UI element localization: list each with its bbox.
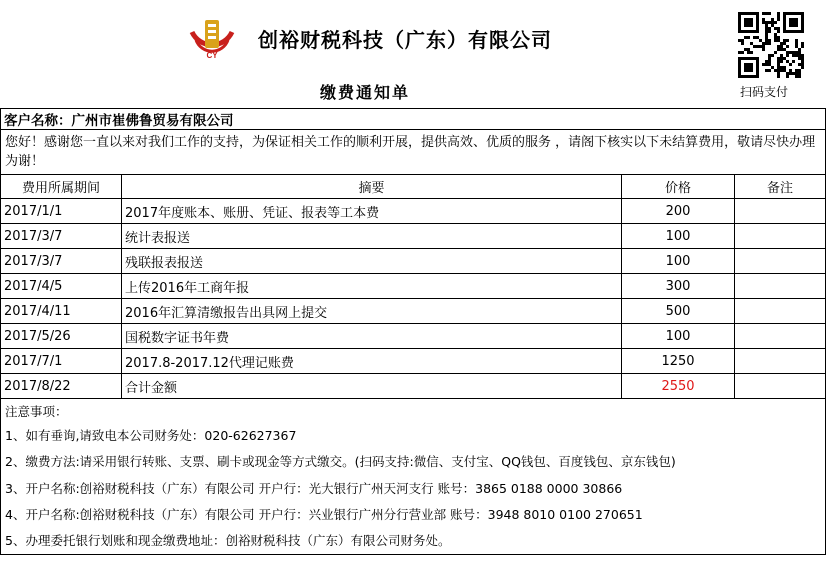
qr-module — [762, 42, 765, 45]
qr-module — [777, 15, 780, 18]
qr-module — [777, 45, 780, 48]
qr-module — [783, 42, 786, 45]
qr-module — [798, 54, 801, 57]
period-cell: 2017/3/7 — [1, 249, 122, 274]
qr-module — [777, 48, 780, 51]
qr-module — [741, 51, 744, 54]
qr-module — [741, 39, 744, 42]
qr-module — [771, 21, 774, 24]
total-amount: 2550 — [622, 374, 735, 399]
qr-module — [762, 63, 765, 66]
qr-module — [780, 69, 783, 72]
qr-module — [783, 39, 786, 42]
qr-module — [795, 42, 798, 45]
company-name: 创裕财税科技（广东）有限公司 — [258, 28, 552, 52]
qr-module — [768, 42, 771, 45]
note-cell — [735, 199, 826, 224]
total-label: 合计金额 — [122, 374, 622, 399]
qr-module — [771, 54, 774, 57]
qr-module — [783, 57, 786, 60]
greeting-row — [1, 130, 826, 175]
qr-module — [762, 48, 765, 51]
qr-module — [801, 45, 804, 48]
qr-module — [768, 54, 771, 57]
note-cell — [735, 274, 826, 299]
table-row — [1, 224, 826, 249]
summary-cell: 残联报表报送 — [122, 249, 622, 274]
qr-module — [744, 48, 747, 51]
greeting-text: 您好！感谢您一直以来对我们工作的支持，为保证相关工作的顺利开展，提供高效、优质的服务 ，请阁下核实以下未结算费用，敬请尽快办理为谢！ — [1, 130, 826, 175]
qr-module — [750, 42, 753, 45]
qr-module — [780, 45, 783, 48]
qr-module — [777, 39, 780, 42]
column-header-price: 价格 — [622, 175, 735, 199]
qr-module — [777, 36, 780, 39]
note-cell — [735, 249, 826, 274]
qr-module — [774, 69, 777, 72]
qr-module — [762, 18, 765, 21]
qr-module — [780, 57, 783, 60]
qr-module — [765, 63, 768, 66]
qr-module — [777, 63, 780, 66]
qr-module — [768, 12, 771, 15]
qr-module — [765, 27, 768, 30]
qr-module — [786, 72, 789, 75]
qr-finder — [744, 18, 753, 27]
qr-module — [780, 60, 783, 63]
qr-module — [789, 72, 792, 75]
company-logo — [186, 14, 238, 66]
customer-label: 客户名称： — [4, 113, 72, 129]
summary-cell: 2016年汇算清缴报告出具网上提交 — [122, 299, 622, 324]
table-row — [1, 299, 826, 324]
qr-module — [801, 60, 804, 63]
qr-module — [747, 51, 750, 54]
period-cell: 2017/8/22 — [1, 374, 122, 399]
qr-module — [801, 57, 804, 60]
column-header-summary: 摘要 — [122, 175, 622, 199]
customer-cell — [1, 109, 826, 130]
qr-module — [765, 21, 768, 24]
qr-module — [774, 21, 777, 24]
qr-module — [798, 72, 801, 75]
qr-module — [792, 72, 795, 75]
qr-module — [756, 45, 759, 48]
logo-text: CY — [206, 51, 218, 60]
notes-title: 注意事项： — [5, 404, 68, 419]
qr-module — [768, 39, 771, 42]
price-cell: 300 — [622, 274, 735, 299]
summary-cell: 上传2016年工商年报 — [122, 274, 622, 299]
qr-module — [768, 69, 771, 72]
qr-module — [765, 60, 768, 63]
qr-module — [780, 66, 783, 69]
qr-module — [789, 63, 792, 66]
qr-module — [762, 21, 765, 24]
qr-module — [744, 36, 747, 39]
qr-module — [741, 42, 744, 45]
qr-module — [753, 45, 756, 48]
price-cell: 100 — [622, 249, 735, 274]
qr-module — [759, 45, 762, 48]
qr-module — [771, 24, 774, 27]
note-cell — [735, 349, 826, 374]
note-item: 1、如有垂询,请致电本公司财务处：020-62627367 — [5, 428, 297, 443]
note-item: 4、开户名称:创裕财税科技（广东）有限公司 开户行：兴业银行广州分行营业部 账号：3948 8010 0100 270651 — [5, 506, 643, 522]
table-header-row — [1, 175, 826, 199]
qr-module — [786, 75, 789, 78]
qr-module — [798, 75, 801, 78]
note-cell — [735, 224, 826, 249]
column-header-period: 费用所属期间 — [1, 175, 122, 199]
qr-module — [765, 42, 768, 45]
qr-module — [786, 45, 789, 48]
qr-module — [747, 36, 750, 39]
price-cell: 100 — [622, 324, 735, 349]
note-item: 3、开户名称:创裕财税科技（广东）有限公司 开户行：光大银行广州天河支行 账号：3865 0188 0000 30866 — [5, 480, 623, 496]
note-item: 5、办理委托银行划账和现金缴费地址：创裕财税科技（广东）有限公司财务处。 — [5, 533, 451, 549]
table-row — [1, 274, 826, 299]
qr-module — [798, 69, 801, 72]
qr-module — [774, 27, 777, 30]
qr-module — [768, 27, 771, 30]
qr-module — [768, 63, 771, 66]
summary-cell: 2017.8-2017.12代理记账费 — [122, 349, 622, 374]
qr-module — [768, 57, 771, 60]
price-cell: 100 — [622, 224, 735, 249]
qr-module — [795, 45, 798, 48]
qr-module — [786, 60, 789, 63]
qr-module — [780, 48, 783, 51]
qr-module — [789, 51, 792, 54]
qr-module — [765, 24, 768, 27]
notes-cell — [1, 399, 826, 555]
qr-module — [768, 30, 771, 33]
qr-module — [762, 12, 765, 15]
qr-module — [774, 36, 777, 39]
qr-module — [777, 60, 780, 63]
table-row — [1, 349, 826, 374]
qr-module — [765, 30, 768, 33]
table-row — [1, 249, 826, 274]
qr-module — [777, 66, 780, 69]
qr-module — [774, 39, 777, 42]
qr-module — [795, 72, 798, 75]
qr-module — [795, 69, 798, 72]
note-item: 2、缴费方法:请采用银行转账、支票、刷卡或现金等方式缴交。(扫码支持:微信、支付宝、QQ钱包、百度钱包、京东钱包) — [5, 454, 676, 470]
qr-module — [786, 51, 789, 54]
qr-module — [783, 48, 786, 51]
qr-module — [789, 69, 792, 72]
qr-module — [777, 69, 780, 72]
qr-label: 扫码支付 — [740, 85, 789, 99]
qr-module — [783, 69, 786, 72]
qr-module — [798, 57, 801, 60]
qr-module — [792, 54, 795, 57]
qr-module — [771, 66, 774, 69]
qr-module — [783, 66, 786, 69]
qr-module — [777, 75, 780, 78]
note-cell — [735, 374, 826, 399]
qr-module — [777, 57, 780, 60]
qr-module — [768, 60, 771, 63]
qr-module — [777, 18, 780, 21]
qr-module — [801, 66, 804, 69]
customer-row — [1, 109, 826, 130]
qr-module — [738, 51, 741, 54]
period-cell: 2017/5/26 — [1, 324, 122, 349]
price-cell: 500 — [622, 299, 735, 324]
qr-module — [750, 51, 753, 54]
qr-module — [765, 36, 768, 39]
summary-cell: 国税数字证书年费 — [122, 324, 622, 349]
qr-module — [774, 33, 777, 36]
customer-name: 广州市崔佛鲁贸易有限公司 — [71, 113, 234, 129]
qr-module — [777, 27, 780, 30]
qr-module — [777, 12, 780, 15]
qr-module — [780, 54, 783, 57]
period-cell: 2017/4/11 — [1, 299, 122, 324]
qr-module — [777, 72, 780, 75]
qr-module — [801, 54, 804, 57]
notes-row — [1, 399, 826, 555]
document-title: 缴费通知单 — [320, 83, 411, 102]
period-cell: 2017/4/5 — [1, 274, 122, 299]
qr-module — [780, 42, 783, 45]
qr-module — [795, 75, 798, 78]
note-cell — [735, 299, 826, 324]
qr-finder — [744, 63, 753, 72]
note-cell — [735, 324, 826, 349]
qr-module — [798, 63, 801, 66]
qr-module — [756, 36, 759, 39]
fee-notice-table — [0, 108, 826, 555]
qr-module — [795, 54, 798, 57]
qr-module — [774, 51, 777, 54]
qr-module — [747, 48, 750, 51]
total-row — [1, 374, 826, 399]
qr-module — [753, 36, 756, 39]
summary-cell: 2017年度账本、账册、凭证、报表等工本费 — [122, 199, 622, 224]
qr-module — [801, 63, 804, 66]
qr-finder — [789, 18, 798, 27]
table-row — [1, 324, 826, 349]
price-cell: 1250 — [622, 349, 735, 374]
qr-module — [777, 30, 780, 33]
payment-qr-code[interactable] — [736, 12, 806, 78]
qr-module — [798, 51, 801, 54]
column-header-note: 备注 — [735, 175, 826, 199]
qr-module — [792, 51, 795, 54]
qr-module — [786, 39, 789, 42]
qr-module — [762, 45, 765, 48]
table-row — [1, 199, 826, 224]
qr-module — [768, 21, 771, 24]
qr-module — [801, 42, 804, 45]
qr-module — [795, 39, 798, 42]
qr-module — [765, 12, 768, 15]
qr-module — [765, 39, 768, 42]
qr-module — [786, 54, 789, 57]
qr-module — [738, 39, 741, 42]
qr-module — [765, 69, 768, 72]
qr-module — [792, 60, 795, 63]
document-header — [0, 0, 826, 108]
qr-module — [795, 51, 798, 54]
qr-module — [798, 48, 801, 51]
period-cell: 2017/3/7 — [1, 224, 122, 249]
qr-module — [759, 39, 762, 42]
period-cell: 2017/1/1 — [1, 199, 122, 224]
price-cell: 200 — [622, 199, 735, 224]
summary-cell: 统计表报送 — [122, 224, 622, 249]
qr-module — [765, 33, 768, 36]
qr-module — [771, 18, 774, 21]
period-cell: 2017/7/1 — [1, 349, 122, 374]
